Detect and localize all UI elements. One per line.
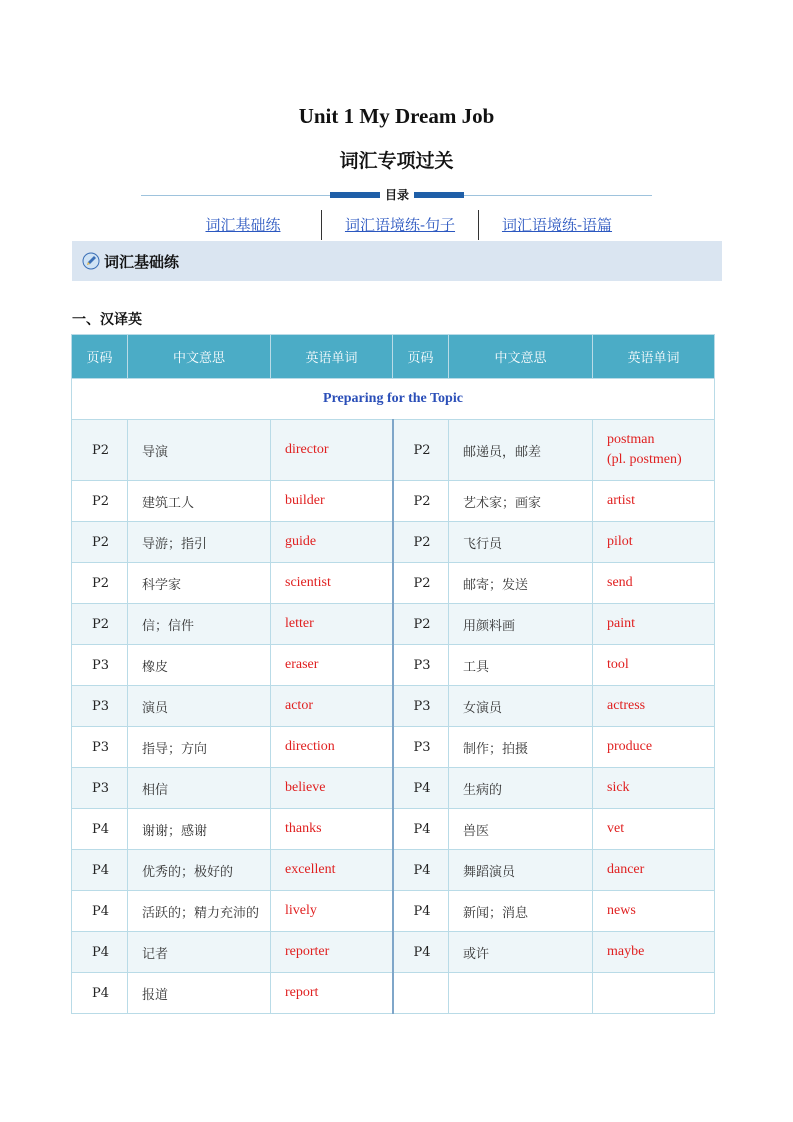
english-cell: director [271,420,393,481]
topic-title: Preparing for the Topic [72,379,715,420]
header-english: 英语单词 [271,335,393,379]
chinese-cell: 科学家 [128,563,271,604]
table-row [72,420,715,481]
english-cell: thanks [271,809,393,850]
toc-label: 目录 [380,186,414,204]
toc-link-sentence[interactable]: 词汇语境练-句子 [344,216,456,234]
english-cell: believe [271,768,393,809]
english-cell: dancer [593,850,715,891]
chinese-cell: 导演 [128,420,271,481]
page-cell: P2 [72,522,128,563]
chinese-cell: 飞行员 [449,522,593,563]
page-cell: P4 [72,973,128,1014]
english-cell: send [593,563,715,604]
chinese-cell: 建筑工人 [128,481,271,522]
english-cell: paint [593,604,715,645]
page-cell: P2 [393,563,449,604]
table-row [72,481,715,522]
english-cell [593,973,715,1014]
toc-link-passage[interactable]: 词汇语境练-语篇 [501,216,613,234]
english-cell: actress [593,686,715,727]
page-cell: P3 [72,686,128,727]
chinese-cell: 邮递员，邮差 [449,420,593,481]
chinese-cell: 邮寄；发送 [449,563,593,604]
chinese-cell [449,973,593,1014]
table-row [72,932,715,973]
topic-row [72,379,715,420]
english-word: postman [607,432,655,447]
chinese-cell: 相信 [128,768,271,809]
table-row [72,809,715,850]
header-chinese: 中文意思 [449,335,593,379]
page-cell: P2 [393,604,449,645]
chinese-cell: 活跃的；精力充沛的 [128,891,271,932]
english-cell: sick [593,768,715,809]
english-cell: actor [271,686,393,727]
page-cell: P3 [393,727,449,768]
page-cell: P4 [393,850,449,891]
header-chinese: 中文意思 [128,335,271,379]
english-cell: report [271,973,393,1014]
header-page: 页码 [72,335,128,379]
page-cell: P2 [393,481,449,522]
toc-bar-left [330,192,380,198]
toc-link-basic[interactable]: 词汇基础练 [205,216,281,234]
chinese-cell: 记者 [128,932,271,973]
page-cell: P2 [72,420,128,481]
table-row [72,727,715,768]
english-cell: scientist [271,563,393,604]
page-cell: P2 [72,563,128,604]
page-cell: P3 [72,768,128,809]
chinese-cell: 谢谢；感谢 [128,809,271,850]
header-english: 英语单词 [593,335,715,379]
page-cell: P3 [72,727,128,768]
english-cell: eraser [271,645,393,686]
section-title: 词汇基础练 [104,252,180,271]
table-row [72,522,715,563]
chinese-cell: 导游；指引 [128,522,271,563]
page-cell: P2 [393,420,449,481]
english-cell: produce [593,727,715,768]
table-row [72,891,715,932]
chinese-cell: 优秀的；极好的 [128,850,271,891]
header-page: 页码 [393,335,449,379]
chinese-cell: 艺术家；画家 [449,481,593,522]
page-cell: P2 [393,522,449,563]
vocab-table [71,334,715,1014]
toc-bar-right [414,192,464,198]
page-cell: P4 [393,891,449,932]
table-header-row [72,335,715,379]
page-cell: P4 [393,809,449,850]
english-cell: tool [593,645,715,686]
english-plural: (pl. postmen) [607,452,682,467]
english-cell: excellent [271,850,393,891]
chinese-cell: 兽医 [449,809,593,850]
chinese-cell: 制作；拍摄 [449,727,593,768]
chinese-cell: 报道 [128,973,271,1014]
english-cell: maybe [593,932,715,973]
english-cell [593,420,715,481]
chinese-cell: 用颜料画 [449,604,593,645]
table-row [72,686,715,727]
chinese-cell: 信；信件 [128,604,271,645]
page-subtitle: 词汇专项过关 [339,150,454,172]
page-cell: P4 [72,932,128,973]
chinese-cell: 工具 [449,645,593,686]
part-title: 一、汉译英 [72,312,142,328]
page-cell: P3 [72,645,128,686]
page-cell: P2 [72,481,128,522]
toc-links [165,210,635,240]
chinese-cell: 橡皮 [128,645,271,686]
table-row [72,563,715,604]
table-row [72,645,715,686]
chinese-cell: 指导；方向 [128,727,271,768]
english-cell: builder [271,481,393,522]
section-header [72,241,722,281]
english-cell: lively [271,891,393,932]
page-cell: P4 [72,850,128,891]
page-cell: P4 [393,768,449,809]
chinese-cell: 女演员 [449,686,593,727]
chinese-cell: 生病的 [449,768,593,809]
english-cell: news [593,891,715,932]
page-cell: P4 [72,891,128,932]
table-row [72,604,715,645]
english-cell: guide [271,522,393,563]
english-cell: letter [271,604,393,645]
table-row [72,973,715,1014]
pencil-icon [82,252,100,270]
page-cell: P2 [72,604,128,645]
english-cell: direction [271,727,393,768]
chinese-cell: 新闻；消息 [449,891,593,932]
page-cell: P3 [393,686,449,727]
page-cell: P4 [393,932,449,973]
table-row [72,768,715,809]
page-title: Unit 1 My Dream Job [298,104,495,128]
chinese-cell: 演员 [128,686,271,727]
table-row [72,850,715,891]
page-cell: P3 [393,645,449,686]
english-cell: reporter [271,932,393,973]
chinese-cell: 舞蹈演员 [449,850,593,891]
english-cell: pilot [593,522,715,563]
page-cell: P4 [72,809,128,850]
page-cell [393,973,449,1014]
english-cell: artist [593,481,715,522]
chinese-cell: 或许 [449,932,593,973]
english-cell: vet [593,809,715,850]
